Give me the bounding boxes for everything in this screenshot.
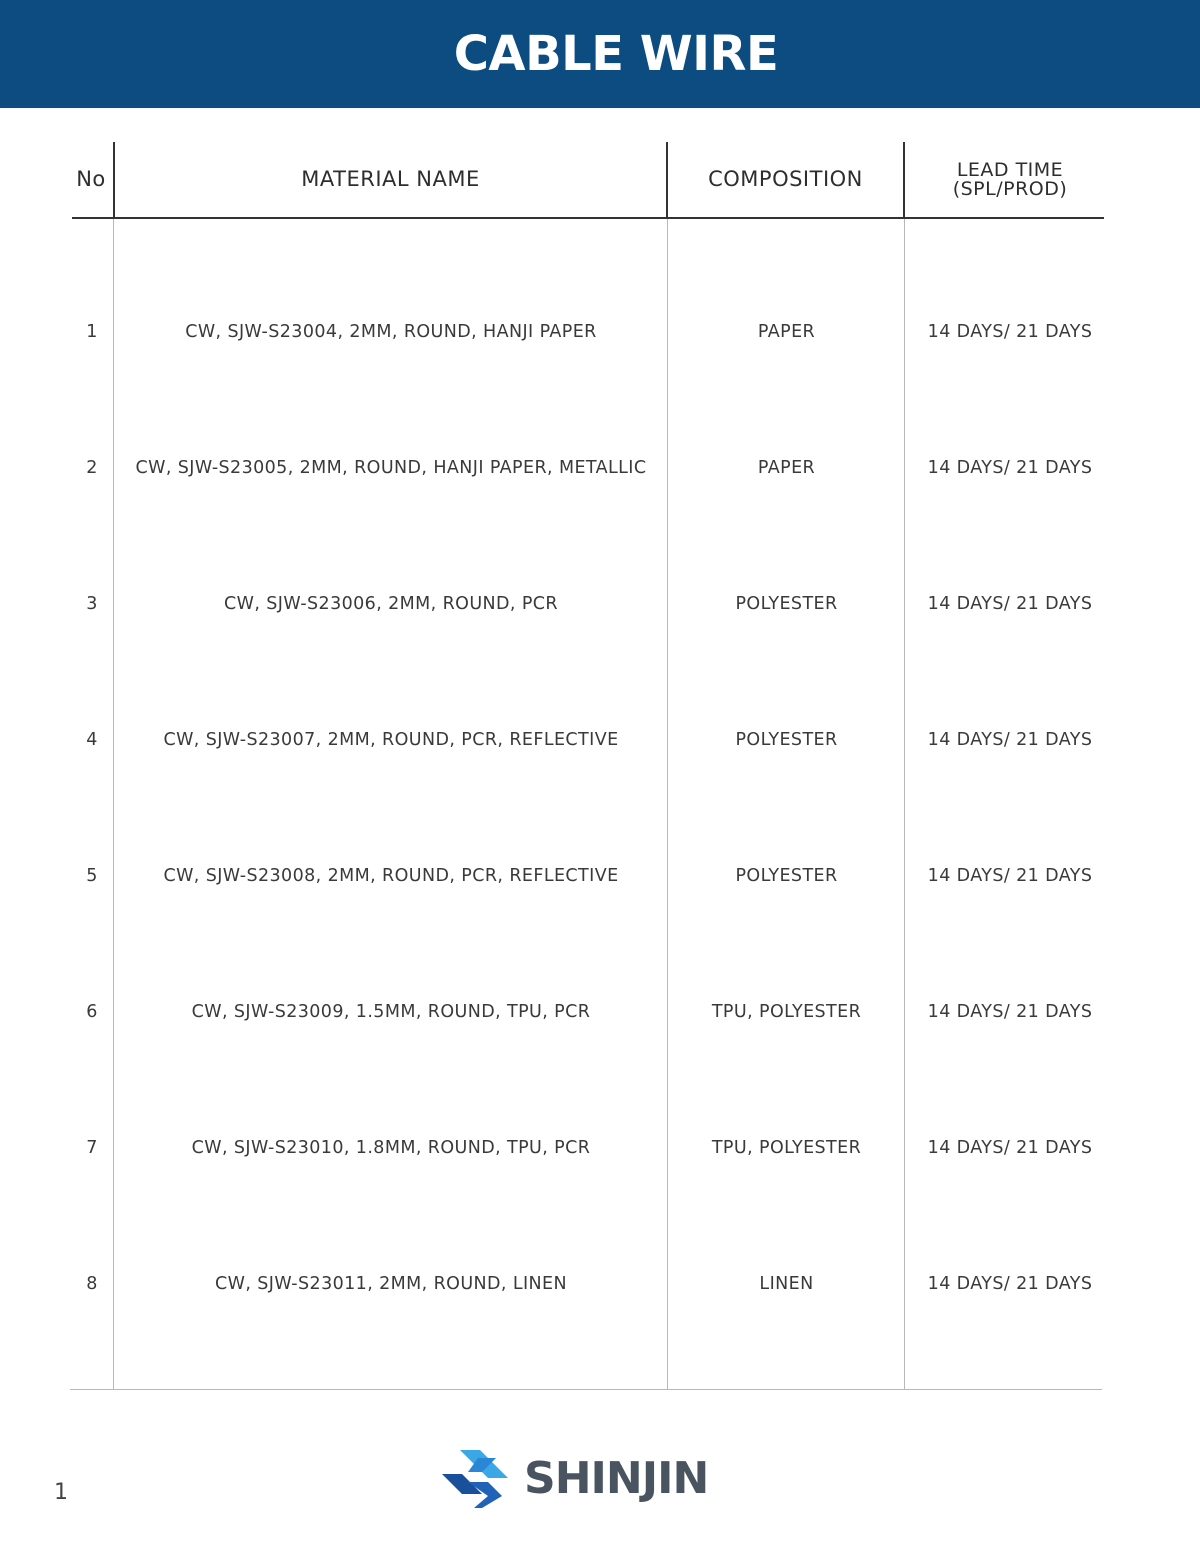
shinjin-logo-icon [438, 1446, 514, 1512]
cell-material-name: CW, SJW-S23011, 2MM, ROUND, LINEN [215, 1274, 567, 1294]
cell-no: 5 [86, 866, 98, 886]
cell-material-name: CW, SJW-S23004, 2MM, ROUND, HANJI PAPER [185, 322, 597, 342]
column-header-no: No [76, 167, 106, 191]
table-row [70, 1216, 1104, 1352]
table-body [70, 264, 1104, 1352]
table-row [70, 1080, 1104, 1216]
cell-lead-time: 14 DAYS/ 21 DAYS [927, 1274, 1093, 1294]
logo-wordmark: SHINJIN [524, 1453, 709, 1504]
page-title: CABLE WIRE [453, 26, 779, 82]
table-row [70, 672, 1104, 808]
page-number: 1 [54, 1480, 68, 1505]
cell-material-name: CW, SJW-S23005, 2MM, ROUND, HANJI PAPER, METALLIC [135, 458, 647, 478]
cell-composition: POLYESTER [735, 594, 838, 614]
cell-lead-time: 14 DAYS/ 21 DAYS [927, 730, 1093, 750]
cell-material-name: CW, SJW-S23010, 1.8MM, ROUND, TPU, PCR [191, 1138, 591, 1158]
lead-time-sublabel: (SPL/PROD) [952, 177, 1068, 200]
shinjin-logo [438, 1446, 748, 1512]
cell-lead-time: 14 DAYS/ 21 DAYS [927, 458, 1093, 478]
cell-no: 2 [86, 458, 98, 478]
cell-composition: PAPER [757, 322, 816, 342]
column-header-material-name: MATERIAL NAME [301, 167, 480, 191]
table-bottom-border [70, 1389, 1102, 1390]
cell-material-name: CW, SJW-S23006, 2MM, ROUND, PCR [224, 594, 558, 614]
cell-lead-time: 14 DAYS/ 21 DAYS [927, 322, 1093, 342]
cell-lead-time: 14 DAYS/ 21 DAYS [927, 866, 1093, 886]
cell-lead-time: 14 DAYS/ 21 DAYS [927, 1138, 1093, 1158]
cell-material-name: CW, SJW-S23008, 2MM, ROUND, PCR, REFLECTIVE [163, 866, 619, 886]
table-row [70, 400, 1104, 536]
cell-composition: POLYESTER [735, 730, 838, 750]
header-underline [72, 217, 1104, 219]
cell-material-name: CW, SJW-S23007, 2MM, ROUND, PCR, REFLECTIVE [163, 730, 619, 750]
cell-composition: TPU, POLYESTER [711, 1138, 862, 1158]
cell-no: 8 [86, 1274, 98, 1294]
cell-no: 6 [86, 1002, 98, 1022]
table-row [70, 536, 1104, 672]
cell-no: 3 [86, 594, 98, 614]
cell-composition: POLYESTER [735, 866, 838, 886]
column-header-lead-time [905, 142, 1115, 217]
page-header [0, 0, 1200, 108]
column-header-composition: COMPOSITION [708, 167, 863, 191]
cell-no: 4 [86, 730, 98, 750]
cell-composition: TPU, POLYESTER [711, 1002, 862, 1022]
cell-lead-time: 14 DAYS/ 21 DAYS [927, 594, 1093, 614]
material-table [70, 142, 1104, 1390]
cell-composition: LINEN [759, 1274, 814, 1294]
table-row [70, 944, 1104, 1080]
cell-no: 7 [86, 1138, 98, 1158]
cell-lead-time: 14 DAYS/ 21 DAYS [927, 1002, 1093, 1022]
cell-material-name: CW, SJW-S23009, 1.5MM, ROUND, TPU, PCR [191, 1002, 591, 1022]
table-row [70, 264, 1104, 400]
cell-composition: PAPER [757, 458, 816, 478]
lead-time-label: LEAD TIME [956, 158, 1064, 181]
table-row [70, 808, 1104, 944]
cell-no: 1 [86, 322, 98, 342]
